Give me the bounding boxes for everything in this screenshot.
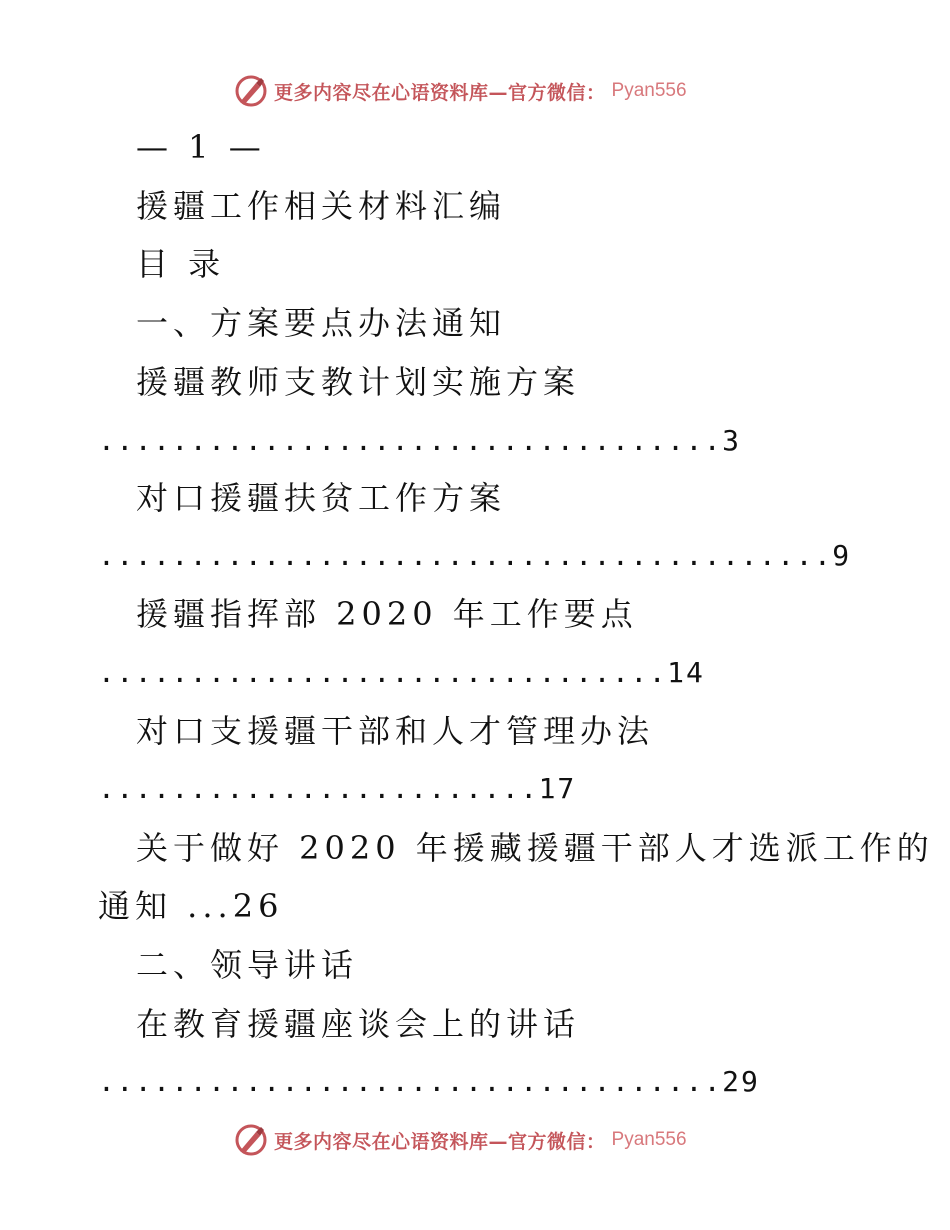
pen-logo-icon	[234, 1123, 268, 1157]
toc-page-number: 29	[722, 1065, 760, 1098]
toc-entry-leader: ..................................3	[98, 424, 742, 457]
toc-entry-continuation: 通知 ...26	[98, 887, 284, 925]
watermark-wechat-id: Pyan556	[611, 1129, 687, 1150]
toc-page-number: 14	[667, 656, 705, 689]
toc-entry-leader: ...............................14	[98, 656, 705, 689]
pen-logo-icon	[234, 74, 268, 108]
page-marker: — 1 —	[136, 128, 266, 166]
toc-page-number: 17	[538, 772, 577, 805]
toc-page-number: 3	[722, 424, 742, 457]
watermark-text: 更多内容尽在心语资料库—官方微信：	[274, 81, 606, 104]
toc-entry-title: 在教育援疆座谈会上的讲话	[136, 1005, 581, 1043]
section-heading-1: 一、方案要点办法通知	[136, 304, 507, 342]
toc-entry-title: 援疆教师支教计划实施方案	[136, 363, 581, 401]
toc-entry-leader: ..................................29	[98, 1065, 760, 1098]
toc-heading: 目 录	[136, 245, 226, 283]
watermark-wechat-id: Pyan556	[611, 80, 687, 101]
toc-entry-title: 援疆指挥部 2020 年工作要点	[136, 595, 638, 633]
watermark-text: 更多内容尽在心语资料库—官方微信：	[274, 1130, 606, 1153]
section-heading-2: 二、领导讲话	[136, 946, 359, 984]
toc-entry-leader: ........................................9	[98, 539, 852, 572]
watermark-footer	[234, 1122, 687, 1158]
toc-page-number: 9	[832, 539, 852, 572]
toc-page-number: 26	[232, 887, 284, 925]
toc-entry-title: 对口支援疆干部和人才管理办法	[136, 712, 655, 750]
document-title: 援疆工作相关材料汇编	[136, 187, 507, 225]
toc-entry-leader: ........................17	[98, 772, 577, 805]
watermark-header	[234, 73, 687, 109]
toc-entry-title: 关于做好 2020 年援藏援疆干部人才选派工作的	[136, 829, 934, 867]
toc-entry-title: 对口援疆扶贫工作方案	[136, 479, 507, 517]
